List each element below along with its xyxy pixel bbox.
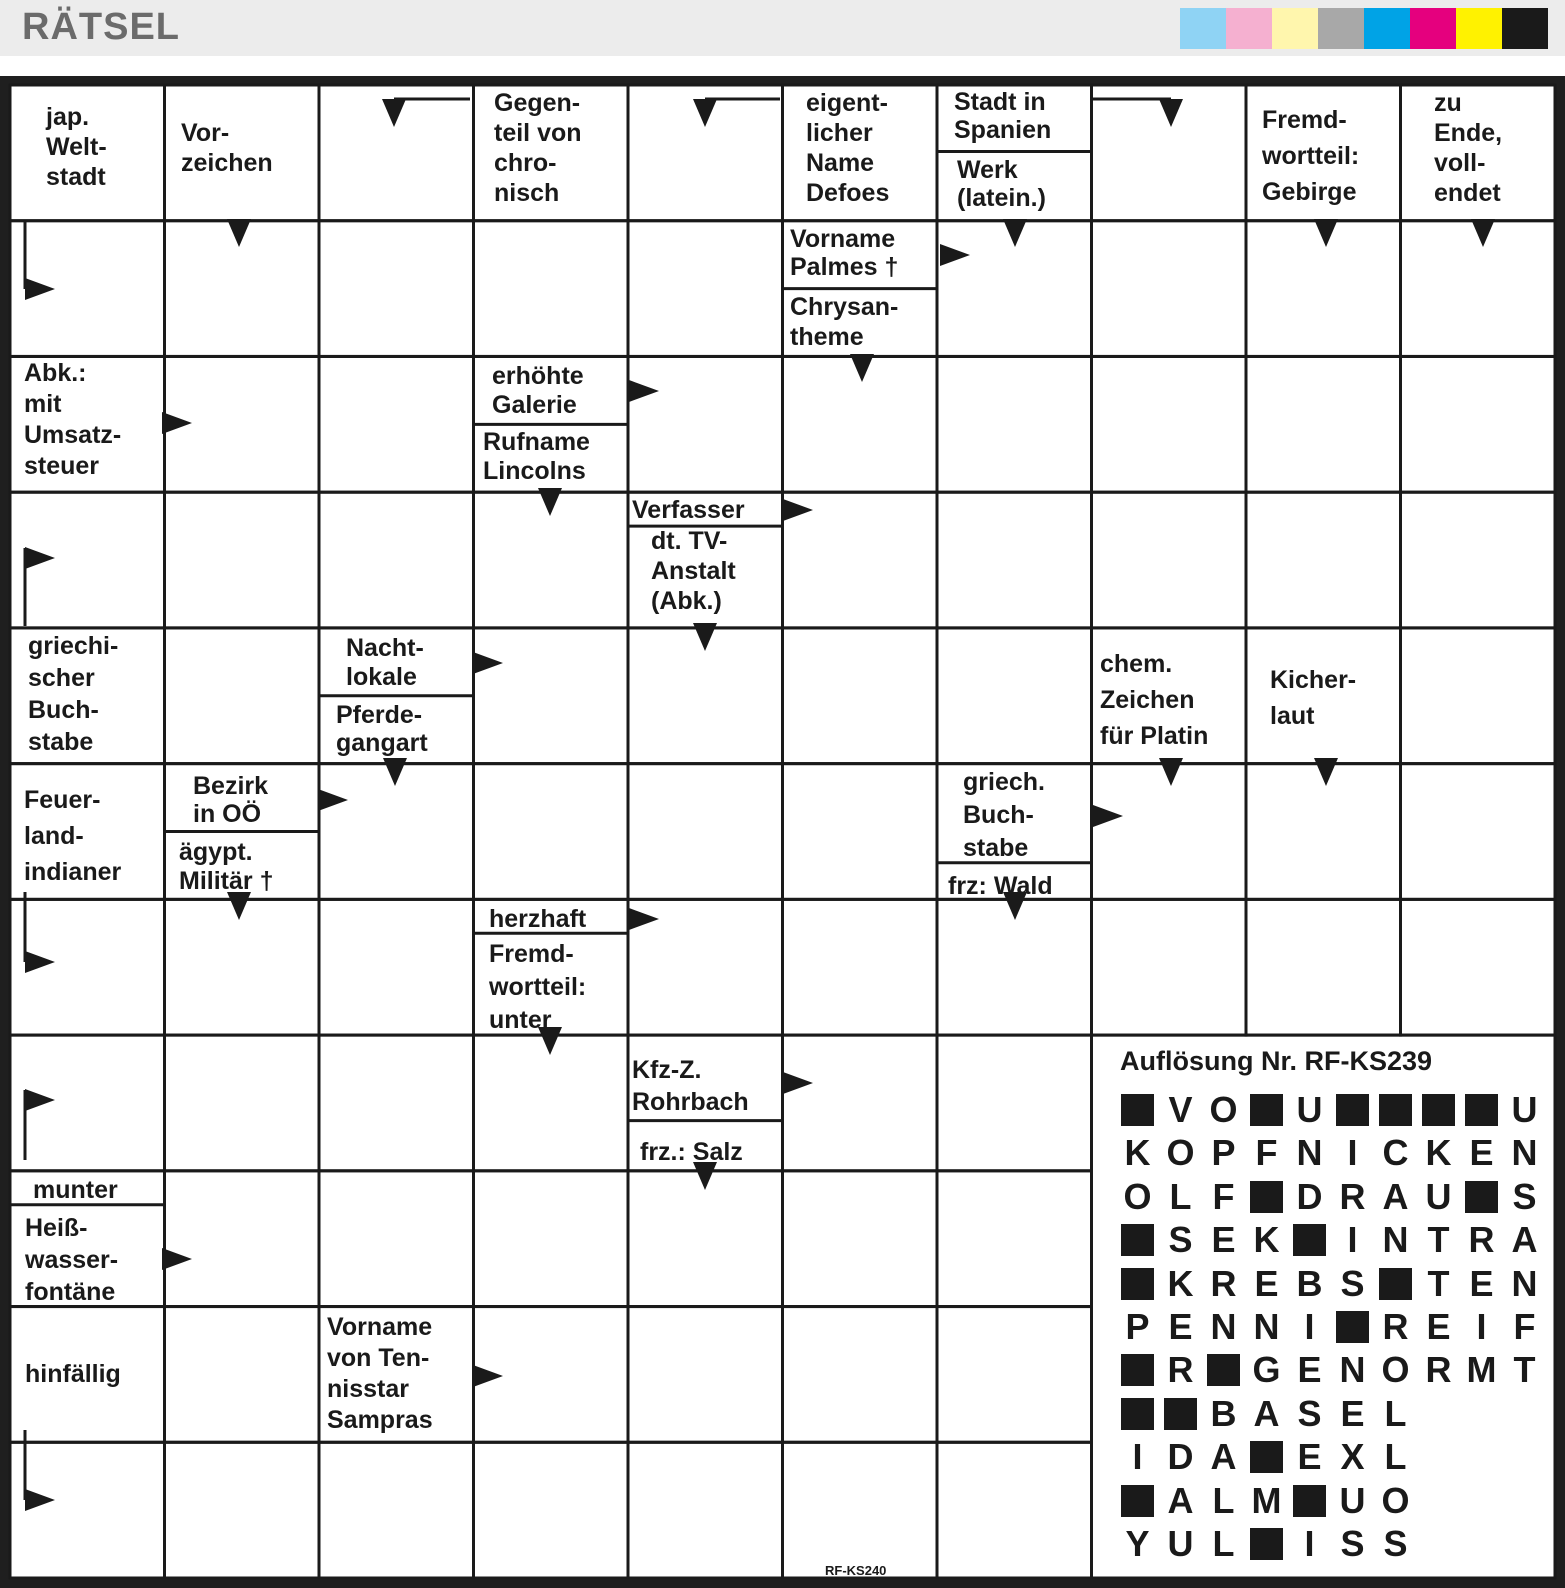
solution-letter: L [1212, 1479, 1235, 1521]
clue-rufname-lincolns: Rufname Lincolns [483, 428, 590, 485]
solution-block [1116, 1220, 1159, 1260]
solution-block [1331, 1307, 1374, 1347]
solution-letter: L [1212, 1523, 1235, 1564]
solution-letter: O [1166, 1132, 1195, 1174]
clue-chrysantheme: Chrysan- theme [790, 293, 899, 351]
clue-werk-latein: Werk (latein.) [957, 156, 1046, 212]
solution-letter: E [1469, 1132, 1494, 1174]
solution-block [1245, 1524, 1288, 1564]
solution-letter: I [1347, 1219, 1358, 1261]
black-square-icon [1207, 1354, 1240, 1386]
solution-letter: E [1254, 1262, 1279, 1304]
solution-letter: E [1426, 1306, 1451, 1347]
solution-letter: R [1425, 1349, 1452, 1391]
solution-letter: N [1296, 1132, 1323, 1174]
black-square-icon [1250, 1181, 1283, 1213]
black-square-icon [1379, 1094, 1412, 1126]
solution-letter: I [1304, 1306, 1315, 1347]
solution-letter: I [1132, 1436, 1143, 1478]
black-square-icon [1422, 1094, 1455, 1126]
solution-letter: R [1210, 1262, 1237, 1304]
black-square-icon [1250, 1441, 1283, 1473]
solution-letter: A [1253, 1392, 1280, 1434]
solution-letter: A [1382, 1175, 1409, 1217]
solution-block [1288, 1481, 1331, 1521]
clue-nachtlokale: Nacht- lokale [346, 634, 424, 691]
solution-letter: R [1382, 1306, 1409, 1347]
clue-hinfaellig: hinfällig [25, 1360, 121, 1388]
solution-letter: T [1427, 1219, 1450, 1261]
solution-letter: F [1255, 1132, 1278, 1174]
black-square-icon [1121, 1398, 1154, 1430]
solution-letter: I [1304, 1523, 1315, 1564]
clue-gegenteil-chronisch: Gegen- teil von chro- nisch [494, 89, 582, 207]
solution-block [1245, 1090, 1288, 1130]
solution-block [1116, 1394, 1159, 1434]
solution-letter: D [1296, 1175, 1323, 1217]
black-square-icon [1121, 1268, 1154, 1300]
solution-letter: S [1512, 1175, 1537, 1217]
solution-letter: I [1476, 1306, 1487, 1347]
clue-griechischer-buchstabe: griechi- scher Buch- stabe [28, 632, 119, 756]
solution-letter: Y [1125, 1523, 1150, 1564]
solution-row [1116, 1220, 1546, 1260]
black-square-icon [1379, 1268, 1412, 1300]
black-square-icon [1164, 1398, 1197, 1430]
solution-letter: U [1339, 1479, 1366, 1521]
solution-block [1460, 1090, 1503, 1130]
clue-herzhaft: herzhaft [489, 905, 587, 933]
solution-letter: C [1382, 1132, 1409, 1174]
solution-row [1116, 1090, 1546, 1130]
clue-fremdwortteil-unter: Fremd- wortteil: unter [489, 940, 587, 1034]
solution-letter: K [1124, 1132, 1151, 1174]
solution-letter: N [1511, 1132, 1538, 1174]
solution-letter: P [1125, 1306, 1150, 1347]
black-square-icon [1465, 1094, 1498, 1126]
clue-erhoehte-galerie: erhöhte Galerie [492, 362, 584, 419]
solution-letter: S [1383, 1523, 1408, 1564]
solution-letter: E [1297, 1349, 1322, 1391]
solution-block [1116, 1350, 1159, 1390]
solution-letter: U [1167, 1523, 1194, 1564]
solution-letter: N [1253, 1306, 1280, 1347]
clue-abk-mit-umsatzsteuer: Abk.: mit Umsatz- steuer [24, 359, 122, 480]
solution-letter: D [1167, 1436, 1194, 1478]
clue-dt-tv-anstalt: dt. TV- Anstalt (Abk.) [651, 527, 736, 615]
clue-fremdwortteil-gebirge: Fremd- wortteil: Gebirge [1262, 106, 1360, 206]
black-square-icon [1293, 1485, 1326, 1517]
solution-letter: K [1253, 1219, 1280, 1261]
clue-bezirk-in-ooe: Bezirk in OÖ [193, 772, 269, 828]
black-square-icon [1121, 1485, 1154, 1517]
clue-vorzeichen: Vor- zeichen [181, 119, 273, 177]
solution-letter: E [1340, 1392, 1365, 1434]
solution-letter: S [1340, 1523, 1365, 1564]
solution-letter: G [1252, 1349, 1281, 1391]
solution-block [1374, 1264, 1417, 1304]
black-square-icon [1336, 1311, 1369, 1343]
solution-block [1116, 1090, 1159, 1130]
solution-block [1159, 1394, 1202, 1434]
clue-kfz-z-rohrbach: Kfz-Z. Rohrbach [632, 1056, 749, 1116]
puzzle-code: RF-KS240 [825, 1563, 887, 1578]
solution-letter: V [1168, 1089, 1193, 1130]
solution-letter: U [1425, 1175, 1452, 1217]
solution-letter: L [1384, 1436, 1407, 1478]
solution-letter: F [1513, 1306, 1536, 1347]
clue-jap-weltstadt: jap. Welt- stadt [46, 103, 107, 191]
solution-letter: L [1384, 1392, 1407, 1434]
solution-letter: T [1513, 1349, 1536, 1391]
clue-feuerlandindianer: Feuer- land- indianer [24, 786, 122, 886]
solution-letter: N [1382, 1219, 1409, 1261]
solution-letter: A [1210, 1436, 1237, 1478]
clue-kicherlaut: Kicher- laut [1270, 666, 1357, 730]
solution-block [1245, 1437, 1288, 1477]
page-title: RÄTSEL [22, 6, 180, 48]
clue-verfasser: Verfasser [632, 496, 745, 524]
clue-chem-zeichen-platin: chem. Zeichen für Platin [1100, 650, 1209, 750]
solution-row [1116, 1524, 1417, 1564]
solution-row [1116, 1350, 1546, 1390]
black-square-icon [1121, 1094, 1154, 1126]
solution-letter: N [1210, 1306, 1237, 1347]
solution-letter: N [1339, 1349, 1366, 1391]
clue-stadt-in-spanien: Stadt in Spanien [954, 88, 1052, 144]
black-square-icon [1250, 1094, 1283, 1126]
clue-frz-salz: frz.: Salz [640, 1138, 743, 1166]
black-square-icon [1121, 1224, 1154, 1256]
black-square-icon [1465, 1181, 1498, 1213]
solution-block [1331, 1090, 1374, 1130]
clue-eigentlicher-name-defoes: eigent- licher Name Defoes [806, 89, 890, 207]
black-square-icon [1250, 1528, 1283, 1560]
solution-letter: U [1511, 1089, 1538, 1130]
solution-letter: L [1169, 1175, 1192, 1217]
solution-letter: E [1211, 1219, 1236, 1261]
solution-letter: X [1340, 1436, 1365, 1478]
solution-block [1116, 1264, 1159, 1304]
solution-block [1116, 1481, 1159, 1521]
solution-row [1116, 1177, 1546, 1217]
solution-letter: E [1297, 1436, 1322, 1478]
clue-munter: munter [33, 1176, 118, 1204]
solution-letter: U [1296, 1089, 1323, 1130]
solution-letter: S [1340, 1262, 1365, 1304]
solution-letter: A [1167, 1479, 1194, 1521]
solution-block [1288, 1220, 1331, 1260]
solution-block [1417, 1090, 1460, 1130]
clue-vorname-palmes: Vorname Palmes † [790, 225, 899, 281]
solution-block [1374, 1090, 1417, 1130]
clue-aegypt-militaer: ägypt. Militär † [179, 838, 274, 895]
solution-letter: I [1347, 1132, 1358, 1174]
clue-frz-wald: frz: Wald [948, 872, 1053, 900]
black-square-icon [1293, 1224, 1326, 1256]
solution-row [1116, 1264, 1546, 1304]
solution-letter: O [1381, 1349, 1410, 1391]
solution-letter: E [1168, 1306, 1193, 1347]
solution-letter: K [1167, 1262, 1194, 1304]
solution-block [1245, 1177, 1288, 1217]
solution-letter: M [1251, 1479, 1282, 1521]
clue-heisswasserfontaene: Heiß- wasser- fontäne [25, 1214, 119, 1306]
solution-letter: N [1511, 1262, 1538, 1304]
solution-row [1116, 1481, 1417, 1521]
solution-row [1116, 1437, 1417, 1477]
black-square-icon [1336, 1094, 1369, 1126]
solution-row [1116, 1307, 1546, 1347]
solution-letter: S [1297, 1392, 1322, 1434]
black-square-icon [1121, 1354, 1154, 1386]
solution-letter: B [1296, 1262, 1323, 1304]
solution-letter: F [1212, 1175, 1235, 1217]
solution-letter: R [1339, 1175, 1366, 1217]
solution-letter: P [1211, 1132, 1236, 1174]
solution-row [1116, 1394, 1417, 1434]
solution-letter: O [1209, 1089, 1238, 1130]
clue-griech-buchstabe: griech. Buch- stabe [963, 768, 1045, 862]
solution-letter: A [1511, 1219, 1538, 1261]
solution-letter: K [1425, 1132, 1452, 1174]
solution-letter: O [1381, 1479, 1410, 1521]
solution-letter: O [1123, 1175, 1152, 1217]
solution-title: Auflösung Nr. RF-KS239 [1120, 1046, 1433, 1076]
solution-letter: R [1167, 1349, 1194, 1391]
clue-vorname-sampras: Vorname von Ten- nisstar Sampras [327, 1313, 433, 1434]
clue-pferdegangart: Pferde- gangart [336, 701, 428, 757]
solution-block [1460, 1177, 1503, 1217]
solution-letter: M [1466, 1349, 1497, 1391]
clue-zu-ende-vollendet: zu Ende, voll- endet [1434, 89, 1503, 207]
solution-letter: E [1469, 1262, 1494, 1304]
solution-row [1116, 1133, 1546, 1173]
solution-letter: B [1210, 1392, 1237, 1434]
solution-letter: R [1468, 1219, 1495, 1261]
solution-block [1202, 1350, 1245, 1390]
solution-letter: S [1168, 1219, 1193, 1261]
solution-letter: T [1427, 1262, 1450, 1304]
